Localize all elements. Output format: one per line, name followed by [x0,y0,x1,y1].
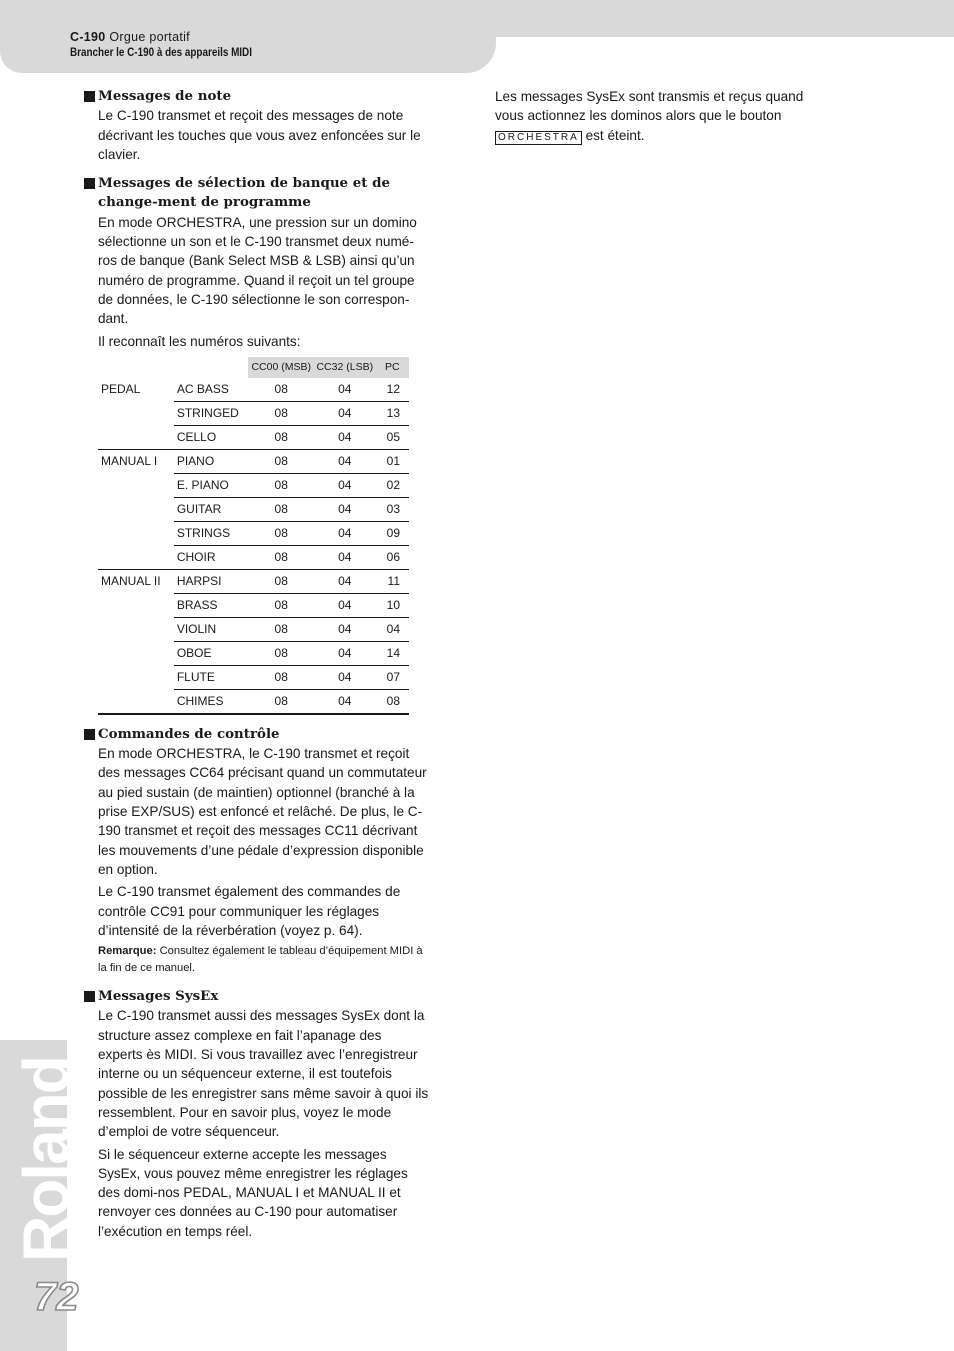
paragraph: Si le séquenceur externe accepte les messages SysEx, vous pouvez même enregistrer les réglages des domi-nos PEDAL, MANUAL I et MANUAL II et renvoyer ces données au C-190 pour automatiser l’exécution en temps réel. [98,1146,408,1239]
sound-cell: FLUTE [174,665,249,689]
lsb-cell: 04 [314,665,376,689]
lsb-cell: 04 [314,521,376,545]
paragraph: Il reconnaît les numéros suivants: [98,333,301,349]
lsb-cell: 04 [314,449,376,473]
pc-cell: 08 [376,689,409,714]
square-bullet-icon [84,91,95,102]
group-cell: MANUAL I [101,453,158,468]
msb-cell: 08 [248,617,313,641]
lsb-cell: 04 [314,689,376,714]
paragraph: En mode ORCHESTRA, le C-190 transmet et reçoit des messages CC64 précisant quand un commutateur au pied sustain (de maintien) optionnel (branché à la prise EXP/SUS) est enfoncé et relâché. De plus, le C-190 transmet et reçoit des messages CC11 décrivant les mouvements d’une pédale d’expression disponible en option. [98,746,427,877]
msb-cell: 08 [248,497,313,521]
program-table [98,357,409,715]
sound-cell: STRINGED [174,401,249,425]
lsb-cell: 04 [314,617,376,641]
paragraph: Le C-190 transmet également des commandes de contrôle CC91 pour communiquer les réglages d’intensité de la réverbération (voyez p. 64). [98,884,401,938]
msb-cell: 08 [248,689,313,714]
sound-cell: CHOIR [174,545,249,569]
sound-cell: VIOLIN [174,617,249,641]
section-title: Brancher le C-190 à des appareils MIDI [70,47,252,59]
msb-cell: 08 [248,641,313,665]
msb-cell: 08 [248,521,313,545]
sound-cell: OBOE [174,641,249,665]
paragraph: En mode ORCHESTRA, une pression sur un domino sélectionne un son et le C-190 transmet deux numé-ros de banque (Bank Select MSB & LSB) ainsi qu’un numéro de programme. Quand il reçoit un tel groupe de données, le C-190 sélectionne le son correspon-dant. [98,214,417,327]
group-cell [98,521,174,545]
pc-cell: 09 [376,521,409,545]
group-cell: MANUAL II [101,573,161,588]
group-cell [98,665,174,689]
table-row [98,545,409,569]
lsb-cell: 04 [314,378,376,402]
msb-cell: 08 [248,569,313,593]
table-row [98,425,409,449]
pc-cell: 01 [376,449,409,473]
group-cell [98,401,174,425]
pc-cell: 07 [376,665,409,689]
lsb-cell: 04 [314,497,376,521]
header-title [70,30,190,44]
heading-text: Commandes de contrôle [98,725,280,742]
group-cell [98,425,174,449]
sound-cell: E. PIANO [174,473,249,497]
sound-cell: GUITAR [174,497,249,521]
sound-cell: STRINGS [174,521,249,545]
group-cell [98,473,174,497]
lsb-cell: 04 [314,401,376,425]
col-header-msb: CC00 (MSB) [248,357,313,378]
brand-logo: Roland [10,1057,82,1262]
heading-text: Messages de sélection de banque et de change-ment de programme [98,175,390,211]
pc-cell: 02 [376,473,409,497]
heading-bank-program [84,174,429,213]
pc-cell: 10 [376,593,409,617]
lsb-cell: 04 [314,569,376,593]
group-cell [98,617,174,641]
lsb-cell: 04 [314,641,376,665]
table-row [98,617,409,641]
note [84,943,429,977]
pc-cell: 11 [376,569,409,593]
msb-cell: 08 [248,449,313,473]
table-row [98,593,409,617]
square-bullet-icon [84,729,95,740]
table-row [98,689,409,714]
heading-control-commands [84,725,429,744]
paragraph-text-end: est éteint. [585,127,645,143]
sound-cell: CHIMES [174,689,249,714]
sound-cell: BRASS [174,593,249,617]
group-cell: PEDAL [101,381,141,396]
paragraph-text: Les messages SysEx sont transmis et reçus quand vous actionnez les dominos alors que le bouton [495,89,804,124]
lsb-cell: 04 [314,473,376,497]
sound-cell: HARPSI [174,569,249,593]
table-row [98,641,409,665]
note-text: Consultez également le tableau d’équipement MIDI à la fin de ce manuel. [98,945,423,975]
note-label: Remarque: [98,945,157,958]
msb-cell: 08 [248,378,313,402]
heading-note-messages [84,87,429,106]
group-cell [98,545,174,569]
product-name: Orgue portatif [109,30,190,44]
lsb-cell: 04 [314,593,376,617]
table-header-row [98,357,409,378]
group-cell [98,689,174,714]
sound-cell: PIANO [174,449,249,473]
paragraph: Le C-190 transmet et reçoit des messages de note décrivant les touches que vous avez enfoncées sur le clavier. [98,108,421,162]
orchestra-button-label: ORCHESTRA [495,131,582,145]
heading-text: Messages SysEx [98,988,219,1005]
square-bullet-icon [84,178,95,189]
heading-text: Messages de note [98,88,232,104]
table-row [98,449,409,473]
lsb-cell: 04 [314,425,376,449]
table-row [98,569,409,593]
paragraph: Le C-190 transmet aussi des messages SysEx dont la structure assez complexe en fait l’apanage des experts ès MIDI. Si vous travaillez avec l’enregistreur interne ou un séquenceur externe, il est toutefois possible de les enregistrer sans même savoir à quoi ils ressemblent. Pour en savoir plus, voyez le mode d’emploi de votre séquenceur. [98,1008,429,1140]
table-row [98,665,409,689]
square-bullet-icon [84,991,95,1002]
page-number: 72 [34,1275,79,1319]
pc-cell: 13 [376,401,409,425]
col-header-pc: PC [376,357,409,378]
pc-cell: 03 [376,497,409,521]
left-column [84,87,429,1244]
msb-cell: 08 [248,401,313,425]
msb-cell: 08 [248,425,313,449]
pc-cell: 04 [376,617,409,641]
right-column [495,87,805,148]
sound-cell: CELLO [174,425,249,449]
table-row [98,401,409,425]
group-cell [98,641,174,665]
pc-cell: 12 [376,378,409,402]
heading-sysex [84,987,429,1006]
msb-cell: 08 [248,545,313,569]
lsb-cell: 04 [314,545,376,569]
pc-cell: 05 [376,425,409,449]
pc-cell: 06 [376,545,409,569]
msb-cell: 08 [248,665,313,689]
model-name: C-190 [70,30,106,44]
group-cell [98,593,174,617]
msb-cell: 08 [248,473,313,497]
table-row [98,473,409,497]
msb-cell: 08 [248,593,313,617]
pc-cell: 14 [376,641,409,665]
table-row [98,378,409,402]
group-cell [98,497,174,521]
col-header-lsb: CC32 (LSB) [314,357,376,378]
paragraph [495,87,805,145]
sound-cell: AC BASS [174,378,249,402]
table-row [98,497,409,521]
table-row [98,521,409,545]
